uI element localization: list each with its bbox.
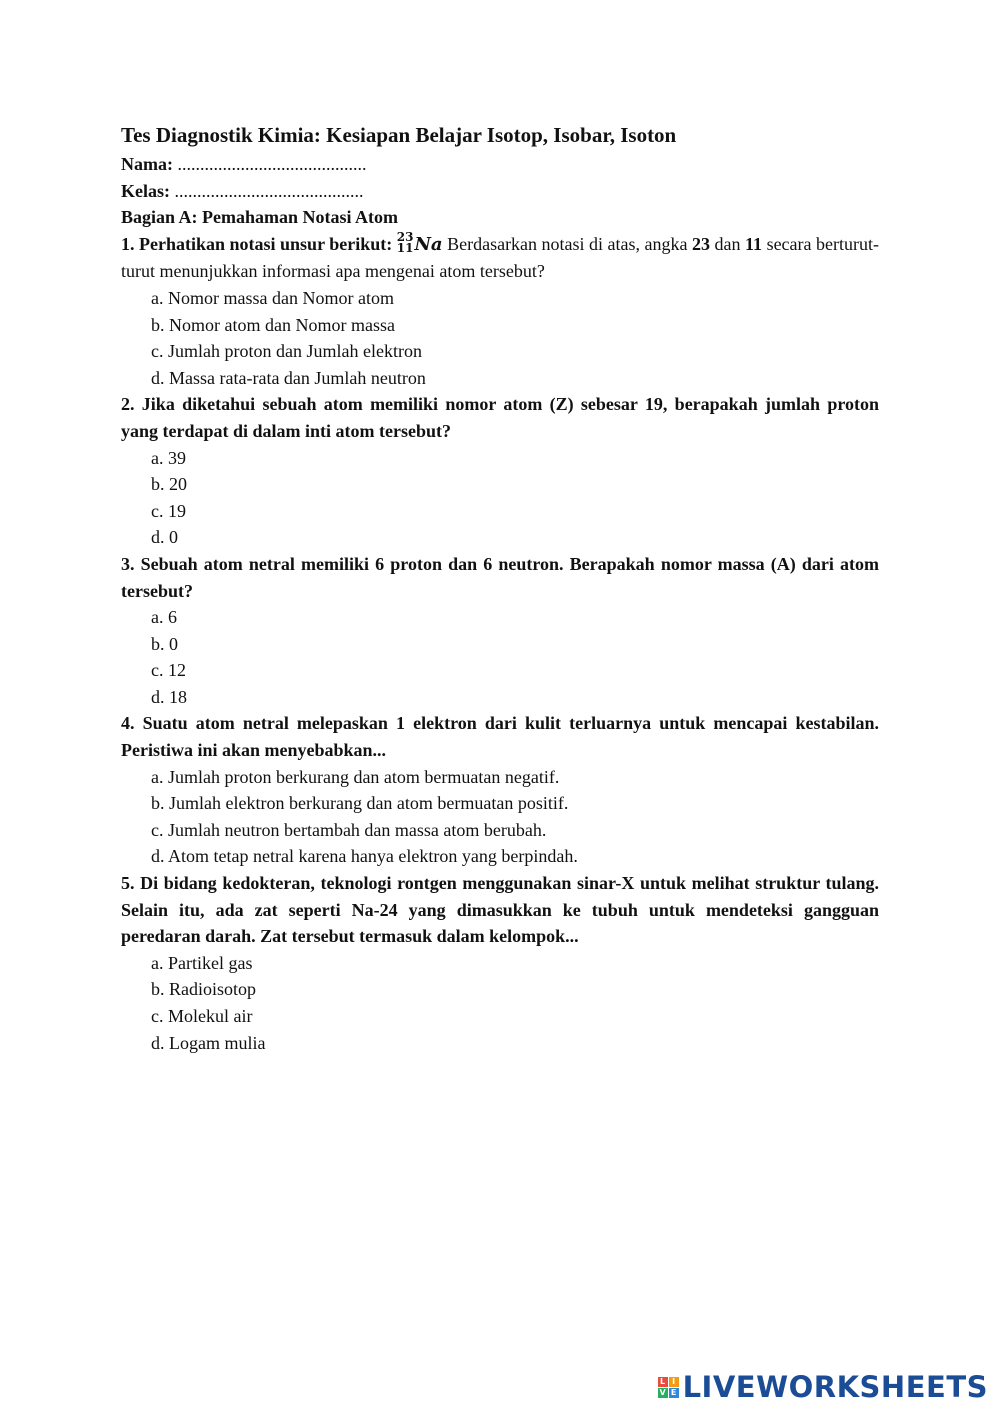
option-item[interactable]: a. Partikel gas — [151, 952, 253, 973]
worksheet-page — [121, 120, 879, 1056]
option-item[interactable]: a. Nomor massa dan Nomor atom — [151, 287, 394, 308]
option-item[interactable]: d. 18 — [151, 686, 187, 707]
option-item[interactable]: d. Atom tetap netral karena hanya elektron yang berpindah. — [151, 846, 578, 867]
liveworksheets-logo — [658, 1372, 988, 1402]
question-4-options — [121, 764, 879, 870]
name-label: Nama: — [121, 154, 173, 174]
question-5: 5. Di bidang kedokteran, teknologi rontgen menggunakan sinar-X untuk melihat struktur tulang. Selain itu, ada zat seperti Na-24 yang dimasukkan ke tubuh untuk mendeteksi gangguan peredaran darah. Zat tersebut termasuk dalam kelompok... — [121, 873, 879, 947]
question-1-lead: 1. Perhatikan notasi unsur berikut: — [121, 233, 393, 254]
name-field — [121, 151, 879, 178]
logo-icon — [658, 1377, 679, 1398]
option-item[interactable]: d. Logam mulia — [151, 1032, 266, 1053]
option-item[interactable]: c. Molekul air — [151, 1006, 253, 1026]
option-item[interactable]: c. Jumlah proton dan Jumlah elektron — [151, 341, 422, 362]
option-item[interactable]: d. Massa rata-rata dan Jumlah neutron — [151, 367, 426, 388]
question-1 — [121, 231, 879, 285]
option-item[interactable]: a. 39 — [151, 447, 186, 468]
question-4: 4. Suatu atom netral melepaskan 1 elektron dari kulit terluarnya untuk mencapai kestabilan. Peristiwa ini akan menyebabkan... — [121, 713, 879, 761]
option-item[interactable]: b. Radioisotop — [151, 979, 257, 1000]
element-symbol: Na — [414, 233, 443, 255]
question-1-num-b: 11 — [745, 233, 763, 254]
question-2-options — [121, 445, 879, 551]
question-1-text-c: secara berturut-turut menunjukkan informasi apa mengenai atom tersebut? — [121, 233, 880, 282]
logo-tile: I — [669, 1377, 679, 1387]
class-label: Kelas: — [121, 180, 170, 201]
question-1-text-a: Berdasarkan notasi di atas, angka — [447, 233, 693, 254]
section-heading: Bagian A: Pemahaman Notasi Atom — [121, 207, 399, 228]
class-blank: .......................................... — [174, 180, 364, 201]
class-field — [121, 178, 879, 205]
option-item[interactable]: a. Jumlah proton berkurang dan atom bermuatan negatif. — [151, 766, 560, 787]
logo-tile: V — [659, 1387, 666, 1397]
option-item[interactable]: b. Nomor atom dan Nomor massa — [151, 314, 395, 335]
question-3: 3. Sebuah atom netral memiliki 6 proton dan 6 neutron. Berapakah nomor massa (A) dari atom tersebut? — [121, 553, 879, 601]
option-item[interactable]: c. 19 — [151, 500, 186, 521]
atomic-number: 11 — [396, 240, 414, 255]
question-1-num-a: 23 — [692, 233, 711, 254]
brand-name: LIVEWORKSHEETS — [682, 1370, 988, 1404]
mass-number: 23 — [396, 229, 414, 244]
name-blank: .......................................... — [177, 154, 367, 174]
page-title: Tes Diagnostik Kimia: Kesiapan Belajar Isotop, Isobar, Isoton — [121, 123, 677, 147]
question-1-text-b: dan — [710, 233, 746, 254]
option-item[interactable]: d. 0 — [151, 527, 178, 548]
question-5-options — [121, 950, 879, 1056]
logo-tile: L — [658, 1377, 668, 1387]
question-3-options — [121, 604, 879, 710]
option-item[interactable]: b. 20 — [151, 474, 187, 495]
question-1-options — [121, 285, 879, 391]
option-item[interactable]: c. Jumlah neutron bertambah dan massa atom berubah. — [151, 819, 547, 840]
option-item[interactable]: c. 12 — [151, 660, 186, 681]
atom-notation — [396, 229, 447, 255]
question-2: 2. Jika diketahui sebuah atom memiliki nomor atom (Z) sebesar 19, berapakah jumlah proton yang terdapat di dalam inti atom tersebut? — [121, 394, 879, 441]
option-item[interactable]: b. 0 — [151, 633, 178, 654]
option-item[interactable]: a. 6 — [151, 607, 177, 628]
logo-tile: E — [669, 1388, 679, 1398]
option-item[interactable]: b. Jumlah elektron berkurang dan atom bermuatan positif. — [151, 793, 569, 814]
